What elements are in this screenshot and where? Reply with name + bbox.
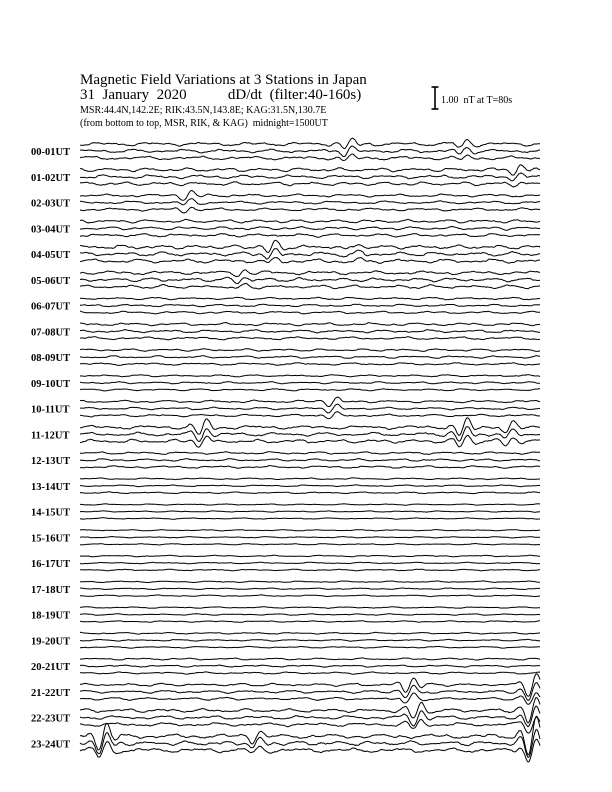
trace-KAG-16-17UT <box>80 555 540 557</box>
trace-MSR-01-02UT <box>80 182 540 187</box>
trace-KAG-08-09UT <box>80 349 540 352</box>
row-label-17-18UT: 17-18UT <box>31 584 71 596</box>
row-label-14-15UT: 14-15UT <box>31 507 71 519</box>
trace-MSR-20-21UT <box>80 672 540 675</box>
trace-MSR-00-01UT <box>80 154 540 161</box>
row-label-03-04UT: 03-04UT <box>31 224 71 236</box>
trace-RIK-09-10UT <box>80 382 540 384</box>
trace-MSR-08-09UT <box>80 363 540 366</box>
row-label-04-05UT: 04-05UT <box>31 250 71 261</box>
trace-RIK-18-19UT <box>80 614 540 616</box>
station-coordinates: MSR:44.4N,142.2E; RIK:43.5N,143.8E; KAG:31.5N,130.7E <box>80 105 327 116</box>
trace-RIK-05-06UT <box>80 277 540 284</box>
trace-RIK-00-01UT <box>80 146 540 157</box>
trace-RIK-10-11UT <box>80 404 540 413</box>
trace-RIK-15-16UT <box>80 537 540 539</box>
row-label-23-24UT: 23-24UT <box>31 739 71 751</box>
trace-MSR-04-05UT <box>80 258 540 264</box>
trace-KAG-03-04UT <box>80 219 540 223</box>
trace-MSR-22-23UT <box>80 717 540 733</box>
row-label-01-02UT: 01-02UT <box>31 172 71 184</box>
row-label-10-11UT: 10-11UT <box>31 404 70 416</box>
trace-RIK-13-14UT <box>80 485 540 487</box>
trace-MSR-06-07UT <box>80 311 540 314</box>
trace-MSR-12-13UT <box>80 466 540 469</box>
trace-RIK-06-07UT <box>80 304 540 307</box>
row-label-07-08UT: 07-08UT <box>31 327 71 339</box>
trace-RIK-19-20UT <box>80 639 540 641</box>
row-label-05-06UT: 05-06UT <box>31 275 71 287</box>
trace-KAG-07-08UT <box>80 323 540 326</box>
row-label-06-07UT: 06-07UT <box>31 301 71 313</box>
trace-RIK-20-21UT <box>80 665 540 667</box>
row-label-13-14UT: 13-14UT <box>31 481 71 493</box>
chart-title: Magnetic Field Variations at 3 Stations in Japan <box>80 72 367 88</box>
trace-KAG-04-05UT <box>80 240 540 252</box>
row-label-08-09UT: 08-09UT <box>31 353 71 364</box>
trace-KAG-09-10UT <box>80 375 540 377</box>
trace-KAG-20-21UT <box>80 658 540 660</box>
trace-MSR-13-14UT <box>80 492 540 494</box>
trace-RIK-02-03UT <box>80 199 540 205</box>
trace-KAG-18-19UT <box>80 607 540 609</box>
trace-KAG-02-03UT <box>80 191 540 201</box>
row-label-09-10UT: 09-10UT <box>31 378 71 390</box>
trace-KAG-14-15UT <box>80 504 540 505</box>
trace-RIK-01-02UT <box>80 173 540 181</box>
trace-MSR-14-15UT <box>80 518 540 519</box>
trace-RIK-16-17UT <box>80 562 540 564</box>
row-label-00-01UT: 00-01UT <box>31 147 71 158</box>
trace-MSR-18-19UT <box>80 621 540 623</box>
trace-MSR-05-06UT <box>80 283 540 289</box>
trace-KAG-01-02UT <box>80 165 540 175</box>
trace-RIK-07-08UT <box>80 330 540 333</box>
stacking-order-note: (from bottom to top, MSR, RIK, & KAG) midnight=1500UT <box>80 118 328 129</box>
trace-MSR-02-03UT <box>80 207 540 213</box>
row-label-21-22UT: 21-22UT <box>31 687 71 699</box>
trace-KAG-19-20UT <box>80 632 540 634</box>
scale-label: 1.00 nT at T=80s <box>441 95 513 106</box>
trace-KAG-00-01UT <box>80 138 540 149</box>
trace-MSR-03-04UT <box>80 234 540 238</box>
trace-KAG-11-12UT <box>80 418 540 436</box>
trace-RIK-04-05UT <box>80 249 540 260</box>
trace-RIK-12-13UT <box>80 459 540 462</box>
trace-KAG-13-14UT <box>80 478 540 480</box>
trace-MSR-09-10UT <box>80 389 540 391</box>
trace-KAG-15-16UT <box>80 530 540 531</box>
trace-KAG-17-18UT <box>80 581 540 583</box>
trace-KAG-12-13UT <box>80 452 540 455</box>
trace-MSR-10-11UT <box>80 412 540 419</box>
trace-MSR-17-18UT <box>80 595 540 597</box>
trace-MSR-21-22UT <box>80 693 540 705</box>
row-label-02-03UT: 02-03UT <box>31 198 71 210</box>
trace-KAG-10-11UT <box>80 397 540 406</box>
row-label-22-23UT: 22-23UT <box>31 713 71 725</box>
trace-RIK-03-04UT <box>80 227 540 231</box>
row-label-15-16UT: 15-16UT <box>31 533 71 545</box>
trace-MSR-19-20UT <box>80 646 540 648</box>
trace-MSR-07-08UT <box>80 337 540 340</box>
row-label-20-21UT: 20-21UT <box>31 662 71 673</box>
trace-RIK-23-24UT <box>80 730 540 758</box>
trace-MSR-16-17UT <box>80 569 540 571</box>
trace-RIK-08-09UT <box>80 356 540 359</box>
date-and-filter: 31 January 2020 dD/dt (filter:40-160s) <box>80 87 362 103</box>
row-label-18-19UT: 18-19UT <box>31 610 71 622</box>
trace-MSR-11-12UT <box>80 435 540 447</box>
trace-KAG-05-06UT <box>80 270 540 277</box>
row-label-12-13UT: 12-13UT <box>31 456 71 467</box>
trace-RIK-14-15UT <box>80 511 540 512</box>
trace-KAG-06-07UT <box>80 297 540 300</box>
trace-MSR-15-16UT <box>80 544 540 546</box>
row-label-19-20UT: 19-20UT <box>31 636 71 648</box>
row-label-16-17UT: 16-17UT <box>31 559 71 570</box>
trace-RIK-17-18UT <box>80 588 540 590</box>
row-label-11-12UT: 11-12UT <box>31 430 70 442</box>
